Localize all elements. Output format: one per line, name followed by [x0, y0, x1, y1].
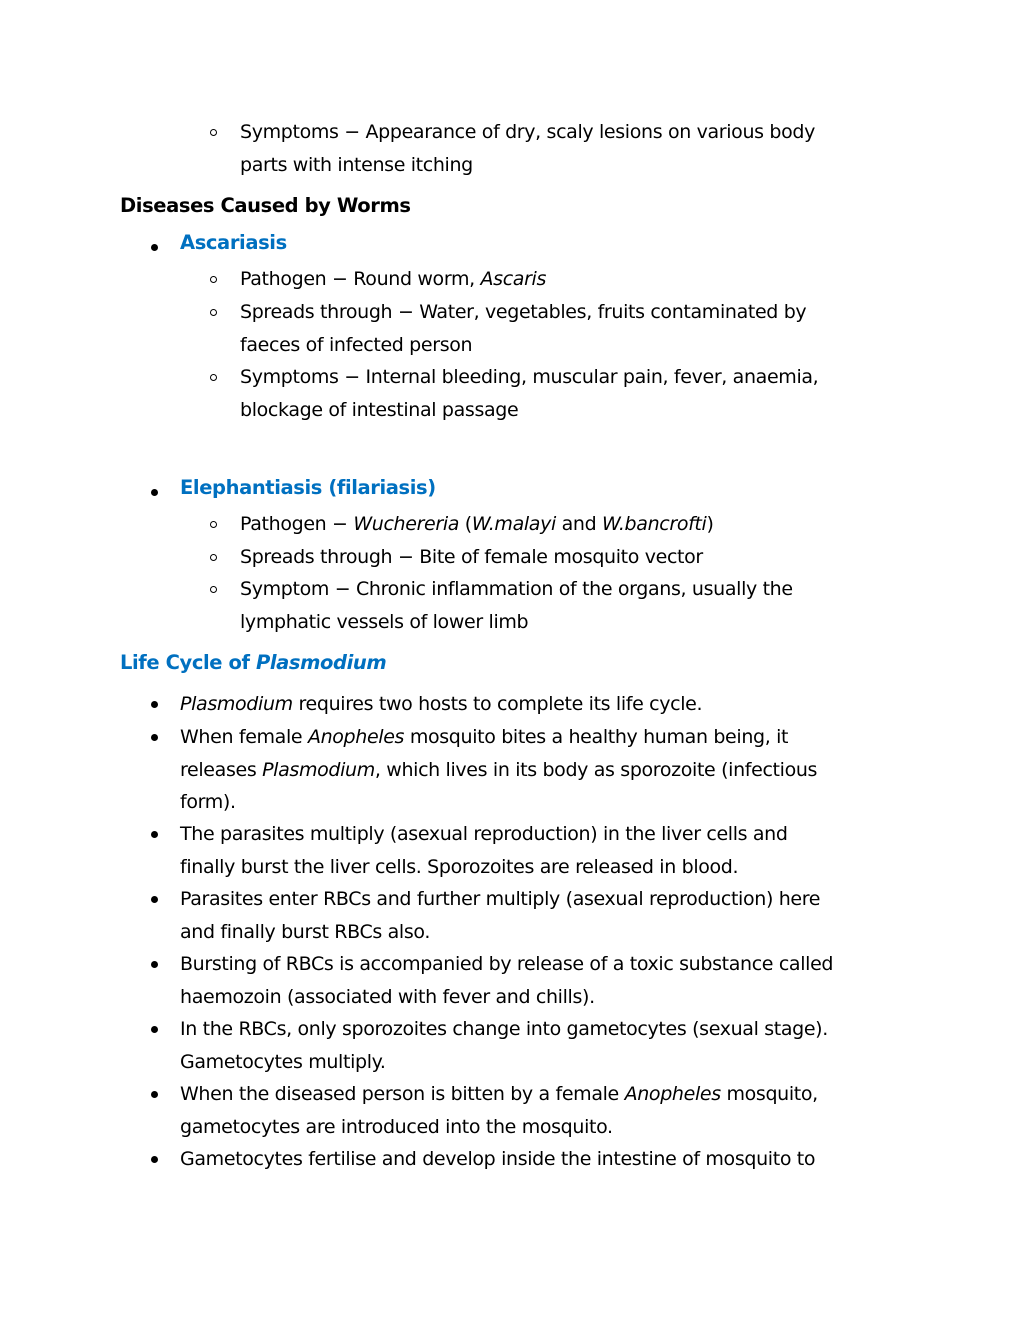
plasmodium-point: When the diseased person is bitten by a female Anopheles mosquito, gametocytes are introduced into the mosquito.: [180, 1083, 818, 1138]
elephantiasis-symptom: Symptom − Chronic inflammation of the organs, usually the lymphatic vessels of lower limb: [240, 578, 793, 633]
disease-title-ascariasis: Ascariasis: [180, 231, 287, 254]
ascariasis-pathogen: Pathogen − Round worm, Ascaris: [240, 268, 547, 290]
ascariasis-spread: Spreads through − Water, vegetables, fruits contaminated by faeces of infected person: [240, 301, 807, 356]
disc-bullet-icon: [151, 701, 158, 708]
circle-bullet-icon: [210, 276, 217, 283]
circle-bullet-icon: [210, 374, 217, 381]
disc-bullet-icon: [151, 489, 158, 496]
circle-bullet-icon: [210, 554, 217, 561]
disc-bullet-icon: [151, 961, 158, 968]
circle-bullet-icon: [210, 309, 217, 316]
circle-bullet-icon: [210, 521, 217, 528]
plasmodium-point: Parasites enter RBCs and further multiply (asexual reproduction) here and finally burst RBCs also.: [180, 888, 821, 943]
section-heading-worms: Diseases Caused by Worms: [120, 194, 411, 217]
circle-bullet-icon: [210, 129, 217, 136]
plasmodium-point: In the RBCs, only sporozoites change into gametocytes (sexual stage). Gametocytes multiply.: [180, 1018, 828, 1073]
disc-bullet-icon: [151, 244, 158, 251]
plasmodium-point: Bursting of RBCs is accompanied by release of a toxic substance called haemozoin (associated with fever and chills).: [180, 953, 834, 1008]
disease-title-elephantiasis: Elephantiasis (filariasis): [180, 476, 436, 499]
ascariasis-symptoms: Symptoms − Internal bleeding, muscular pain, fever, anaemia, blockage of intestinal passage: [240, 366, 819, 421]
elephantiasis-spread: Spreads through − Bite of female mosquito vector: [240, 546, 703, 568]
plasmodium-point: When female Anopheles mosquito bites a healthy human being, it releases Plasmodium, which lives in its body as sporozoite (infectious form).: [180, 726, 818, 813]
disc-bullet-icon: [151, 831, 158, 838]
disc-bullet-icon: [151, 896, 158, 903]
plasmodium-point: Gametocytes fertilise and develop inside the intestine of mosquito to: [180, 1148, 816, 1170]
section-heading-plasmodium: Life Cycle of Plasmodium: [120, 651, 387, 674]
elephantiasis-pathogen: Pathogen − Wuchereria (W.malayi and W.bancrofti): [240, 513, 714, 535]
disc-bullet-icon: [151, 1091, 158, 1098]
disc-bullet-icon: [151, 1026, 158, 1033]
disc-bullet-icon: [151, 1156, 158, 1163]
plasmodium-point: Plasmodium requires two hosts to complete its life cycle.: [180, 693, 703, 715]
circle-bullet-icon: [210, 586, 217, 593]
symptoms-item: Symptoms − Appearance of dry, scaly lesions on various body parts with intense itching: [240, 121, 815, 176]
plasmodium-point: The parasites multiply (asexual reproduction) in the liver cells and finally burst the liver cells. Sporozoites are released in blood.: [180, 823, 788, 878]
disc-bullet-icon: [151, 734, 158, 741]
